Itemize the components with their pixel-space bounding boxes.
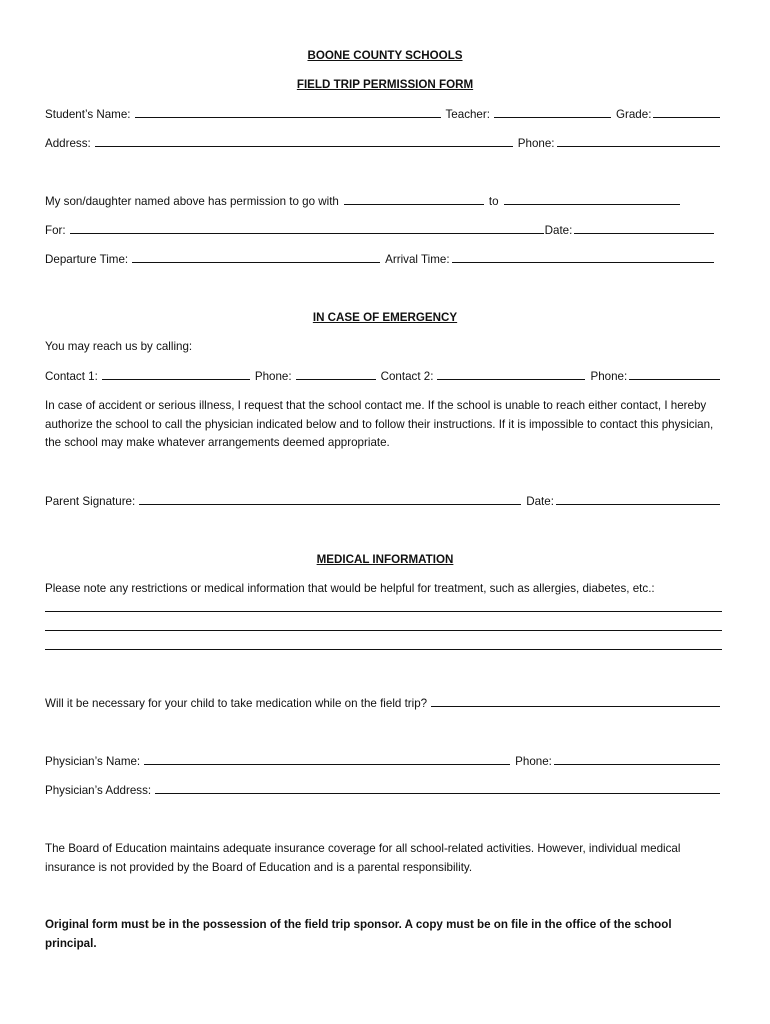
medical-info-line-1[interactable] [45,611,722,612]
student-name-label: Student’s Name: [45,108,131,121]
medication-field[interactable] [431,695,720,707]
physician-name-label: Physician’s Name: [45,755,141,768]
phone1-label: Phone: [254,370,292,383]
teacher-label: Teacher: [445,108,490,121]
contact2-label: Contact 2: [380,370,434,383]
physician-phone-label: Phone: [515,755,552,768]
student-name-field[interactable] [135,106,441,118]
trip-date-field[interactable] [574,222,714,234]
medical-info-line-3[interactable] [45,649,722,650]
arrival-label: Arrival Time: [385,253,450,266]
time-row [45,251,716,267]
permission-text: My son/daughter named above has permission to go with [45,195,339,208]
contact1-field[interactable] [102,368,250,380]
physician-name-row [45,753,722,769]
chaperone-field[interactable] [344,193,484,205]
destination-field[interactable] [504,193,680,205]
physician-name-field[interactable] [144,753,510,765]
purpose-field[interactable] [70,222,544,234]
grade-field[interactable] [653,106,720,118]
student-row [45,106,722,122]
form-title: BOONE COUNTY SCHOOLS [307,49,463,62]
signature-row [45,493,722,509]
teacher-field[interactable] [494,106,611,118]
phone2-label: Phone: [590,370,628,383]
phone-label: Phone: [517,137,555,150]
medication-question: Will it be necessary for your child to take medication while on the field trip? [45,697,428,710]
medical-info-line-2[interactable] [45,630,722,631]
address-row [45,135,722,151]
emergency-heading: IN CASE OF EMERGENCY [312,311,458,324]
signature-date-field[interactable] [556,493,720,505]
insurance-paragraph: The Board of Education maintains adequate insurance coverage for all school-related activities. However, individual medical insurance is not provided by the Board of Education and is a parental responsibility. [45,842,681,874]
reach-us-text: You may reach us by calling: [45,340,193,353]
phone1-field[interactable] [296,368,376,380]
restrictions-text: Please note any restrictions or medical information that would be helpful for treatment, such as allergies, diabetes, etc.: [45,582,655,595]
parent-signature-field[interactable] [139,493,521,505]
physician-phone-field[interactable] [554,753,720,765]
permission-row [45,193,722,209]
phone-field[interactable] [557,135,720,147]
physician-address-label: Physician’s Address: [45,784,152,797]
for-date-row [45,222,716,238]
contacts-row [45,368,722,384]
for-label: For: [45,224,66,237]
address-label: Address: [45,137,91,150]
authorization-paragraph: In case of accident or serious illness, I request that the school contact me. If the school is unable to reach either contact, I hereby authorize the school to call the physician indicated below and to follow their instructions. If it is impossible to contact this physician, the school may make whatever arrangements deemed appropriate. [45,399,714,449]
parent-signature-label: Parent Signature: [45,495,136,508]
medical-heading: MEDICAL INFORMATION [316,553,454,566]
departure-field[interactable] [132,251,380,263]
to-label: to [488,195,499,208]
phone2-field[interactable] [629,368,720,380]
address-field[interactable] [95,135,513,147]
physician-address-field[interactable] [155,782,720,794]
signature-date-label: Date: [526,495,554,508]
arrival-field[interactable] [452,251,714,263]
trip-date-label: Date: [544,224,573,237]
contact1-label: Contact 1: [45,370,98,383]
sponsor-note: Original form must be in the possession of the field trip sponsor. A copy must be on file in the office of the school principal. [45,918,672,950]
physician-address-row [45,782,722,798]
grade-label: Grade: [615,108,652,121]
contact2-field[interactable] [437,368,585,380]
form-subtitle: FIELD TRIP PERMISSION FORM [296,78,474,91]
departure-label: Departure Time: [45,253,129,266]
medication-row [45,695,722,711]
